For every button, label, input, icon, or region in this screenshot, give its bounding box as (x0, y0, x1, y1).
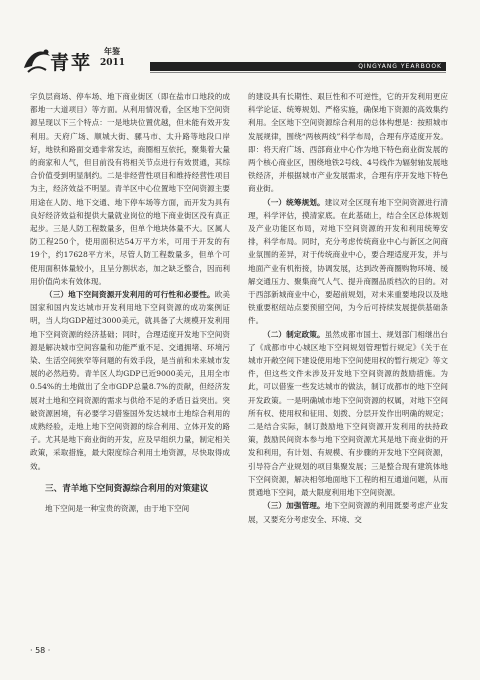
item-heading: （二）制定政策。 (263, 329, 325, 339)
section-title: 三、青羊地下空间资源综合利用的对策建议 (45, 483, 209, 494)
header-bar-text: QINGYANG YEARBOOK (358, 63, 442, 70)
paragraph: 字负层商场、停车场、地下商业街区（即在盐市口地段的成都地一大道项目）等方面。从利用情况看，全区地下空间资源呈现以下三个特点：一是地块位置优越，但未能有效开发利用。天府广场、顺城大街、骡马市、太升路等地段口岸好，地铁和路面交通非常发达，商圈相互依托，聚集着大量的商家和人气，但目前没有将相关节点进行有效贯通，其综合价值受到明显制约。二是非经营性项目和维持经营性项目为主，经济效益不明显。青羊区中心位置地下空间资源主要用途在人防、地下交通、地下停车场等方面，而开发为具有良好经济效益和提供大量就业岗位的地下商业街区没有真正起步。三是人防工程数量多，但单个地块体量不大。区属人防工程250个，使用面积达54万平方米，可用于开发的有19个，约17628平方米，尽管人防工程数量多，但单个可使用面积体量较小，且呈分割状态，加之缺乏整合，因而利用价值尚未有效体现。 (30, 92, 230, 286)
paragraph: 的建设具有长期性、艰巨性和不可逆性，它的开发利用更应科学论证、统筹规划、严格实施，确保地下资源的高效集约利用。全区地下空间资源综合利用的总体构想是：按照城市发展规律，围绕“两核两线”科学布局，合理有序适度开发。即：将天府广场、西部商业中心作为地下特色商业街发展的两个核心商业区，围绕地铁2号线、4号线作为辐射轴发展地铁经济，并根据城市产业发展需求，合理有序开发地下特色商业街。 (248, 92, 448, 194)
item-heading: （一）统筹规划。 (263, 197, 325, 207)
paragraph (248, 499, 448, 525)
paragraph: 地下空间是一种宝贵的资源，由于地下空间 (45, 503, 190, 513)
page-header (0, 0, 480, 86)
paragraph (30, 288, 230, 473)
logo-title: 青苹 (50, 52, 93, 74)
right-column (248, 90, 448, 526)
yearbook-logo (20, 46, 150, 76)
left-column (30, 90, 230, 515)
paragraph (248, 196, 448, 328)
header-divider (150, 72, 446, 73)
section-heading: （三）地下空间资源开发利用的可行性和必要性。 (45, 290, 215, 300)
item-body: 地下空间资源的利用既要考虑产业发展，又要充分考虑安全、环境、交 (248, 501, 449, 524)
item-heading: （三）加强管理。 (263, 501, 325, 511)
header-bar (150, 62, 446, 71)
page-number: · 58 · (30, 646, 51, 655)
logo-yearbook: 年鉴 (104, 46, 120, 56)
item-body: 建议对全区现有地下空间资源进行清理，科学评估，摸清家底。在此基础上，结合全区总体规划及产业功能区布局，对地下空间资源的开发和利用统筹安排，科学布局。同时，充分考虑传统商业中心与新区之间商业氛围的差异，对于传统商业中心，要合理适度开发，并与地面产业有机衔接，协调发展，达到改善商圈购物环境、缓解交通压力、聚集商气人气、提升商圈品质档次的目的。对于西部新城商业中心，要超前规划，对未来重要地段以及地铁重要枢纽站点要预留空间，为今后可持续发展提供基础条件。 (248, 197, 449, 326)
swirl-icon (20, 46, 54, 74)
paragraph (248, 328, 448, 500)
item-body: 虽然成都市国土、规划部门相继出台了《成都市中心城区地下空间规划管理暂行规定》《关于在城市开敞空间下建设使用地下空间使用权的暂行规定》等文件，但这些文件未涉及开发地下空间资源的鼓励措施。为此，可以借鉴一些发达城市的做法，制订成都市的地下空间开发政策。一是明确城市地下空间资源的权属，对地下空间所有权、使用权和征用、划拨、分层开发作出明确的规定；二是结合实际，制订鼓励地下空间资源开发利用的扶持政策，鼓励民间资本参与地下空间资源尤其是地下商业街的开发和利用，有计划、有规模、有步骤的开发地下空间资源，引导符合产业规划的项目集聚发展；三是整合现有建筑体地下空间资源，解决相邻地面地下工程的相互通道问题，从而贯通地下空间，最大限度利用地下空间资源。 (248, 329, 449, 498)
section-body: 欧美国家和国内发达城市开发利用地下空间资源的成功案例证明，当人均GDP超过3000美元，就具备了大规模开发利用地下空间资源的经济基础；同时，合理适度开发地下空间资源是解决城市空间容量和功能严重不足、交通拥堵、环境污染、生活空间狭窄等问题的有效手段，是当前和未来城市发展的必然趋势。青羊区人均GDP已近9000美元，且用全市0.54%的土地做出了全市GDP总量8.7%的贡献，但经济发展对土地和空间资源的需求与供给不足的矛盾日益突出。突破资源困境，有必要学习借鉴国外发达城市土地综合利用的成熟经验，走地上地下空间资源的综合利用、立体开发的路子。尤其是地下商业街的开发，应及早组织力量，制定相关政策，采取措施，最大限度综合利用土地资源，尽快取得成效。 (30, 290, 231, 471)
logo-year: 2011 (100, 58, 126, 68)
